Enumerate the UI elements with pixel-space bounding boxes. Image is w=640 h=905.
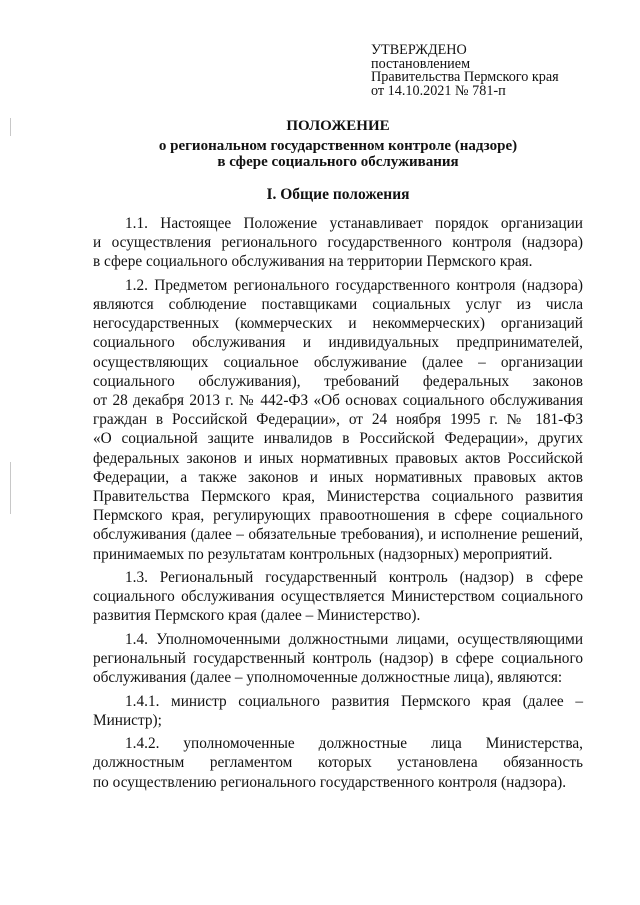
approval-line: постановлением [371, 55, 471, 72]
text-line: и осуществления регионального государственного контроля (надзора) [93, 234, 583, 252]
text-line: принимаемых по результатам контрольных (надзорных) мероприятий. [93, 545, 553, 563]
text-line: 1.1. Настоящее Положение устанавливает порядок организации [125, 215, 583, 232]
text-line: социального обслуживания осуществляется Министерством социального [93, 588, 583, 606]
text-line: 1.4.1. министр социального развития Пермского края (далее – [125, 692, 583, 710]
document-body [93, 214, 583, 796]
binder-mark-top [10, 118, 11, 136]
text-line: Пермского края, регулирующих правоотношения в сфере социального [93, 507, 583, 525]
text-line: развития Пермского края (далее – Министерство). [93, 607, 421, 625]
document-subtitle-line: о региональном государственном контроле (надзоре) [158, 138, 518, 154]
approval-line: Правительства Пермского края [371, 69, 559, 85]
paragraph-1-2 [93, 276, 583, 564]
text-line: социального обслуживания), требований федеральных законов [93, 372, 583, 390]
text-line: от 28 декабря 2013 г. № 442-ФЗ «Об основах социального обслуживания [93, 392, 583, 410]
paragraph-1-1 [93, 214, 583, 272]
paragraph-1-4-2 [93, 734, 583, 792]
text-line: федеральных законов и иных нормативных правовых актов Российской [93, 449, 583, 467]
text-line: являются соблюдение поставщиками социальных услуг из числа [93, 296, 583, 313]
text-line: обслуживания (далее – уполномоченные должностные лица), являются: [93, 669, 563, 687]
text-line: «О социальной защите инвалидов в Российской Федерации», других [93, 430, 583, 448]
section-heading: I. Общие положения [266, 186, 410, 203]
paragraph-1-3 [93, 568, 583, 626]
approval-stamp [371, 44, 559, 98]
text-line: граждан в Российской Федерации», от 24 ноября 1995 г. № 181-ФЗ [93, 411, 583, 429]
approval-heading: УТВЕРЖДЕНО [371, 42, 467, 58]
document-title: ПОЛОЖЕНИЕ [286, 118, 390, 134]
paragraph-1-4-1 [93, 692, 583, 730]
text-line: должностным регламентом которых установлена обязанность [93, 754, 583, 772]
text-line: Правительства Пермского края, Министерства социального развития [93, 488, 583, 506]
text-line: Федерации, а также законов и иных нормативных правовых актов [93, 468, 583, 486]
document-subtitle-line: в сфере социального обслуживания [217, 154, 459, 170]
text-line: негосударственных (коммерческих и некоммерческих) организаций [93, 315, 583, 333]
text-line: 1.2. Предметом регионального государственного контроля (надзора) [125, 276, 583, 294]
text-line: по осуществлению регионального государственного контроля (надзора). [93, 773, 567, 791]
text-line: осуществляющих социальное обслуживание (далее – организации [93, 353, 583, 371]
text-line: обслуживания (далее – обязательные требования), и исполнение решений, [93, 526, 583, 544]
binder-mark-bottom [10, 462, 11, 514]
text-line: региональный государственный контроль (надзор) в сфере социального [93, 650, 583, 668]
text-line: 1.4. Уполномоченными должностными лицами, осуществляющими [125, 630, 583, 648]
paragraph-1-4 [93, 630, 583, 688]
text-line: социального обслуживания и индивидуальных предпринимателей, [93, 334, 583, 352]
approval-line: от 14.10.2021 № 781-п [371, 82, 506, 99]
text-line: в сфере социального обслуживания на территории Пермского края. [93, 253, 533, 271]
text-line: Министр); [93, 711, 162, 729]
text-line: 1.4.2. уполномоченные должностные лица Министерства, [125, 735, 583, 753]
text-line: 1.3. Региональный государственный контроль (надзор) в сфере [125, 569, 583, 587]
